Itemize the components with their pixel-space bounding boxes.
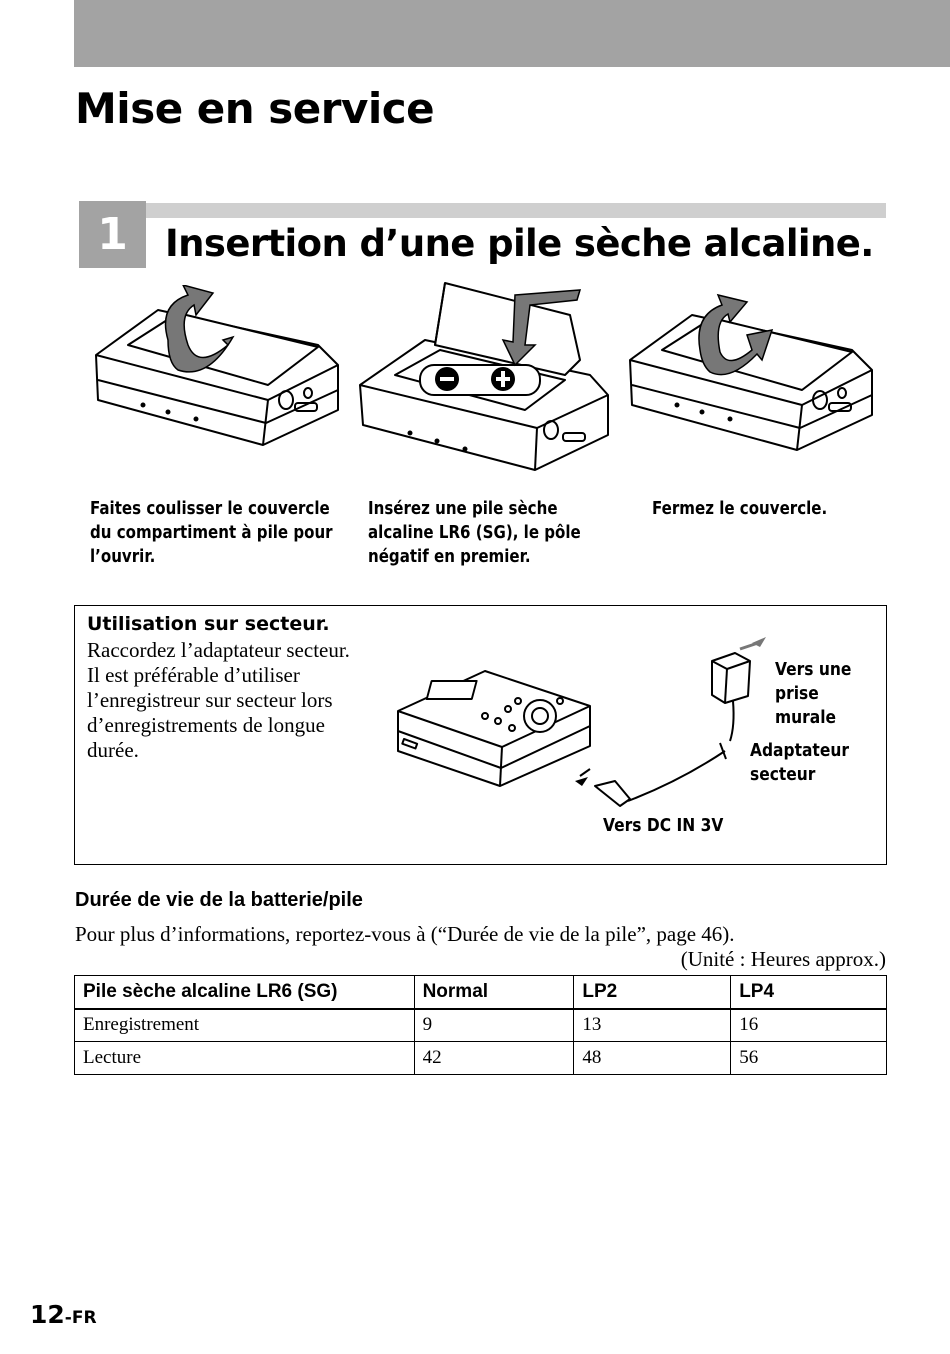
page-title: Mise en service	[75, 84, 435, 133]
illustration-open-cover	[88, 285, 343, 460]
caption-step-c	[652, 497, 827, 521]
page-number-value: 12	[30, 1300, 65, 1329]
table-cell: 16	[731, 1009, 887, 1042]
caption-line: Fermez le couvercle.	[652, 499, 828, 519]
page-number	[30, 1300, 97, 1329]
caption-step-a	[90, 497, 333, 569]
caption-line: Faites coulisser le couvercle	[90, 499, 330, 519]
page-number-suffix: -FR	[64, 1308, 97, 1328]
label-line: Vers une	[775, 659, 852, 680]
table-cell: 13	[574, 1009, 731, 1042]
table-row	[75, 1042, 887, 1075]
label-line: prise	[775, 683, 819, 704]
illustration-ac-adapter	[390, 631, 770, 821]
battery-life-text: Pour plus d’informations, reportez-vous à (“Durée de vie de la pile”, page 46).	[75, 922, 735, 946]
label-adapter	[750, 739, 849, 787]
label-line: secteur	[750, 764, 816, 785]
ac-text-line: Il est préférable d’utiliser	[87, 663, 300, 687]
ac-text-line: d’enregistrements de longue	[87, 713, 325, 737]
table-header-row	[75, 976, 887, 1009]
battery-life-table	[74, 975, 887, 1075]
ac-adapter-box	[74, 605, 887, 865]
ac-text-line: l’enregistreur sur secteur lors	[87, 688, 333, 712]
table-header: Normal	[414, 976, 574, 1009]
ac-text-line: durée.	[87, 738, 139, 762]
ac-text-line: Raccordez l’adaptateur secteur.	[87, 638, 350, 662]
header-band	[74, 0, 950, 67]
table-header: Pile sèche alcaline LR6 (SG)	[75, 976, 415, 1009]
table-header: LP2	[574, 976, 731, 1009]
unit-note: (Unité : Heures approx.)	[680, 947, 886, 971]
caption-line: l’ouvrir.	[90, 547, 156, 567]
battery-life-title: Durée de vie de la batterie/pile	[75, 889, 363, 911]
table-cell: 48	[574, 1042, 731, 1075]
caption-line: Insérez une pile sèche	[368, 499, 558, 519]
table-header: LP4	[731, 976, 887, 1009]
table-cell: Enregistrement	[75, 1009, 415, 1042]
table-cell: 9	[414, 1009, 574, 1042]
illustration-insert-battery	[355, 275, 613, 480]
table-cell: 56	[731, 1042, 887, 1075]
step-bar	[146, 203, 886, 218]
ac-text	[87, 638, 350, 763]
table-row	[75, 1009, 887, 1042]
label-line: Adaptateur	[750, 740, 849, 761]
step-title: Insertion d’une pile sèche alcaline.	[165, 222, 874, 265]
table-cell: Lecture	[75, 1042, 415, 1075]
caption-step-b	[368, 497, 581, 569]
label-dc-in: Vers DC IN 3V	[603, 815, 724, 836]
ac-heading: Utilisation sur secteur.	[87, 613, 330, 635]
caption-line: négatif en premier.	[368, 547, 531, 567]
caption-line: du compartiment à pile pour	[90, 523, 333, 543]
caption-line: alcaline LR6 (SG), le pôle	[368, 523, 581, 543]
label-line: murale	[775, 707, 837, 728]
illustration-close-cover	[622, 290, 877, 465]
label-wall-outlet	[775, 658, 851, 730]
step-number: 1	[79, 201, 146, 268]
table-cell: 42	[414, 1042, 574, 1075]
